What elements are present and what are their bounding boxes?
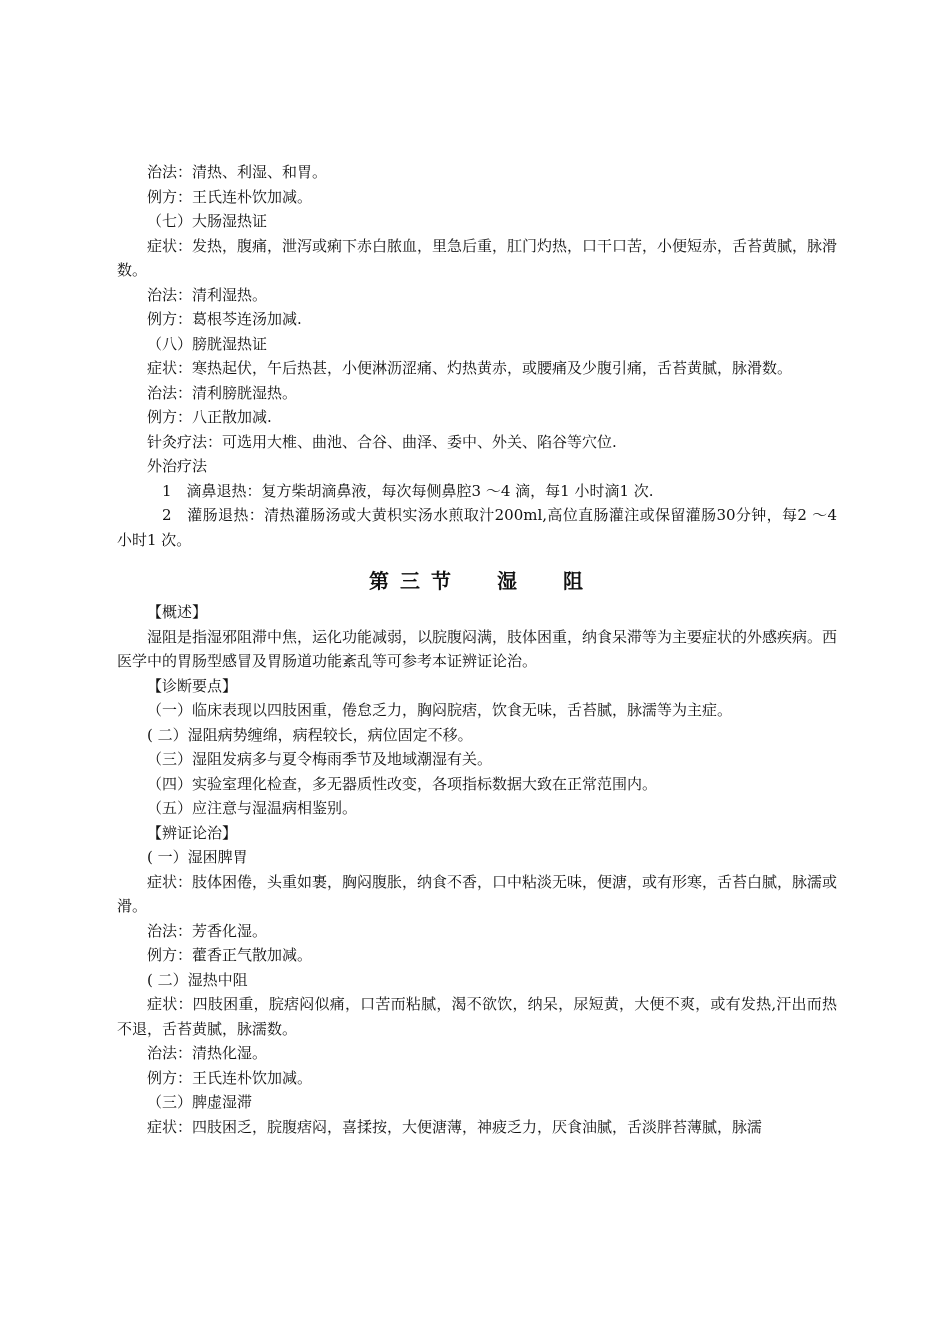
text-line: （八）膀胱湿热证 — [147, 334, 268, 353]
section-title: 第 三 节 湿 阻 — [369, 569, 585, 593]
text-line: ( 一）湿困脾胃 — [147, 848, 248, 866]
text-line: 例方：王氏连朴饮加减。 — [147, 187, 313, 206]
text-line: 治法：清热、利湿、和胃。 — [147, 163, 328, 181]
text-line: 湿阻是指湿邪阻滞中焦，运化功能减弱，以脘腹闷满，肢体困重，纳食呆滞等为主要症状的外感疾病。西医学中的胃肠型感冒及胃肠道功能紊乱等可参考本证辨证论治。 — [117, 627, 838, 670]
text-line: 例方：王氏连朴饮加减。 — [147, 1068, 313, 1087]
text-line: （三）脾虚湿滞 — [147, 1093, 253, 1111]
text-line: 【概述】 — [147, 603, 208, 621]
text-line: 治法：芳香化湿。 — [147, 921, 268, 940]
text-line: 2 灌肠退热：清热灌肠汤或大黄枳实汤水煎取汁200ml,高位直肠灌注或保留灌肠30分钟，每2 ～4 小时1 次。 — [117, 506, 837, 549]
text-line: 外治疗法 — [147, 457, 208, 475]
text-line: 针灸疗法：可选用大椎、曲池、合谷、曲泽、委中、外关、陷谷等穴位. — [147, 432, 617, 451]
text-block-bottom — [117, 600, 837, 1139]
text-line: （四）实验室理化检查，多无器质性改变，各项指标数据大致在正常范围内。 — [147, 774, 658, 793]
text-block-top — [117, 160, 837, 552]
text-line: ( 二）湿阻病势缠绵，病程较长，病位固定不移。 — [147, 725, 473, 744]
text-line: 例方：葛根芩连汤加减. — [147, 310, 302, 328]
text-line: 治法：清利湿热。 — [147, 285, 268, 304]
text-line: （五）应注意与湿温病相鉴别。 — [147, 799, 358, 817]
document-body — [117, 160, 837, 1139]
text-line: 1 滴鼻退热：复方柴胡滴鼻液，每次每侧鼻腔3 ～4 滴，每1 小时滴1 次. — [162, 481, 654, 500]
text-line: 症状：肢体困倦，头重如裹，胸闷腹胀，纳食不香，口中粘淡无味，便溏，或有形寒，舌苔白腻，脉濡或滑。 — [117, 872, 838, 915]
text-line: 治法：清热化湿。 — [147, 1044, 268, 1062]
text-line: 【辨证论治】 — [147, 823, 238, 842]
text-line: 例方：藿香正气散加减。 — [147, 946, 313, 964]
text-line: 【诊断要点】 — [147, 676, 238, 695]
text-line: 症状：四肢困乏，脘腹痞闷，喜揉按，大便溏薄，神疲乏力，厌食油腻，舌淡胖苔薄腻，脉濡 — [147, 1117, 763, 1136]
text-line: ( 二）湿热中阻 — [147, 970, 248, 989]
text-line: 症状：四肢困重，脘痞闷似痛，口苦而粘腻，渴不欲饮，纳呆，尿短黄，大便不爽，或有发热,汗出而热不退，舌苔黄腻，脉濡数。 — [117, 995, 837, 1038]
text-line: 症状：发热，腹痛，泄泻或痢下赤白脓血，里急后重，肛门灼热，口干口苦，小便短赤，舌苔黄腻，脉滑数。 — [117, 236, 838, 279]
text-line: 治法：清利膀胱湿热。 — [147, 383, 298, 402]
text-line: （三）湿阻发病多与夏令梅雨季节及地域潮湿有关。 — [147, 750, 493, 768]
text-line: 例方：八正散加减. — [147, 408, 272, 426]
text-line: 症状：寒热起伏，午后热甚，小便淋沥涩痛、灼热黄赤，或腰痛及少腹引痛，舌苔黄腻，脉滑数。 — [147, 359, 793, 377]
text-line: （七）大肠湿热证 — [147, 212, 268, 230]
text-line: （一）临床表现以四肢困重，倦怠乏力，胸闷脘痞，饮食无味，舌苔腻，脉濡等为主症。 — [147, 701, 733, 719]
